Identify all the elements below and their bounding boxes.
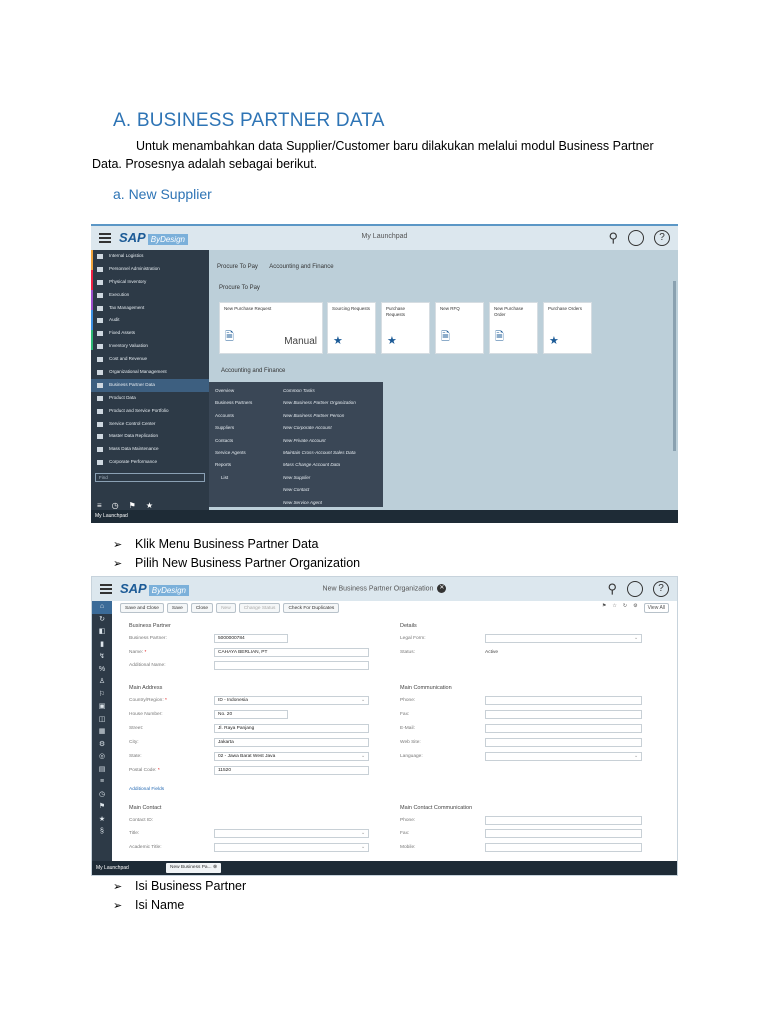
flag-icon[interactable]: ⚑ (98, 803, 106, 810)
group-title: Accounting and Finance (221, 368, 286, 374)
search-icon[interactable]: ⚲ (607, 581, 617, 596)
sap-logo: SAP ByDesign (120, 581, 189, 596)
save-button[interactable]: Save (167, 603, 188, 613)
settings-icon[interactable]: ⚙ (633, 603, 638, 609)
user-icon[interactable] (627, 581, 643, 597)
nav-icon[interactable]: ♙ (98, 678, 106, 685)
view-all-button[interactable]: View All (644, 603, 669, 613)
doc-icon: 🗎 (225, 331, 234, 343)
sidebar (91, 250, 209, 512)
bullet-item: ➢ Pilih New Business Partner Organization (113, 554, 360, 573)
flyout-task[interactable]: New Corporate Account (283, 425, 332, 431)
section-title: Main Contact (129, 805, 162, 811)
menu-icon[interactable]: ≡ (99, 778, 105, 785)
field-label: Business Partner: (129, 636, 167, 641)
nav-icon[interactable]: ◧ (98, 628, 106, 635)
home-icon[interactable]: ⌂ (92, 601, 112, 614)
star-icon: ★ (333, 335, 343, 347)
check-duplicates-button[interactable]: Check For Duplicates (283, 603, 339, 613)
tile-title: Sourcing Requests (332, 306, 371, 311)
change-status-button[interactable]: Change Status (239, 603, 281, 613)
academic-title-select[interactable] (214, 843, 369, 852)
field-label: Legal Form: (400, 636, 426, 641)
field-label: Country/Region: * (129, 698, 167, 703)
nav-icon[interactable]: ▣ (98, 703, 106, 710)
launchpad-content (215, 250, 678, 512)
additional-name-field[interactable] (214, 661, 369, 670)
sidebar-item[interactable]: Mass Data Maintenance (91, 443, 209, 456)
tile[interactable] (543, 302, 592, 354)
new-button[interactable]: New (216, 603, 236, 613)
flyout-item[interactable]: Business Partners (215, 400, 253, 406)
close-button[interactable]: Close (191, 603, 213, 613)
field-label: Fax: (400, 831, 410, 836)
flyout-item[interactable]: Accounts (215, 412, 234, 418)
tile-title: New Purchase Request (224, 306, 272, 311)
doc-icon: 🗎 (495, 331, 504, 343)
tab-procure-to-pay[interactable]: Procure To Pay (217, 264, 258, 270)
sidebar-item[interactable]: Service Control Center (91, 418, 209, 431)
contact-fax-field[interactable] (485, 829, 642, 838)
refresh-icon[interactable]: ↻ (622, 603, 628, 609)
street-field[interactable]: Jl. Raya Panjang (214, 724, 369, 733)
sidebar-footer-icons[interactable]: ≡◷⚑★ (97, 501, 163, 510)
tile-title: Purchase Orders (548, 306, 583, 311)
chevron-down-icon: ⌄ (360, 845, 365, 850)
sidebar-item[interactable]: Tax Management (91, 302, 209, 315)
flyout-task-new-bp-organization[interactable]: New Business Partner Organization (283, 400, 356, 406)
nav-icon[interactable]: ↻ (99, 615, 105, 623)
bullet-item: ➢ Isi Name (113, 896, 246, 915)
tile-title: New RFQ (440, 306, 460, 311)
nav-icon[interactable]: ⚙ (98, 740, 106, 748)
close-icon[interactable]: ⊗ (212, 865, 217, 870)
tile-title: Purchase Requests (386, 306, 406, 317)
postal-code-field[interactable]: 11520 (214, 766, 369, 775)
nav-icon[interactable]: ▤ (98, 765, 106, 773)
fax-field[interactable] (485, 710, 642, 719)
star-icon: ★ (387, 335, 397, 347)
open-tab[interactable]: New Business Pa... ⊗ (166, 863, 221, 873)
intro-paragraph (92, 137, 682, 173)
scrollbar[interactable] (673, 281, 676, 451)
nav-icon[interactable]: ▮ (100, 640, 104, 648)
country-select[interactable]: ID - Indonesia ⌄ (214, 696, 369, 705)
group-title: Procure To Pay (219, 285, 260, 291)
flyout-task: Common Tasks (283, 388, 315, 393)
nav-icon[interactable]: ▦ (98, 728, 106, 735)
tile[interactable] (435, 302, 484, 354)
launchpad-link[interactable]: My Launchpad (96, 865, 129, 871)
nav-icon[interactable]: § (100, 828, 104, 835)
flyout-item[interactable]: Suppliers (215, 425, 235, 431)
section-title: Main Communication (400, 685, 452, 691)
save-and-close-button[interactable]: Save and Close (120, 603, 164, 613)
phone-field[interactable] (485, 696, 642, 705)
state-select[interactable]: 02 - Jawa Barat West Java ⌄ (214, 752, 369, 761)
additional-fields-link[interactable]: Additional Fields (129, 787, 165, 792)
help-icon[interactable]: ? (653, 581, 669, 597)
title-select[interactable] (214, 829, 369, 838)
field-label: Fax: (400, 712, 410, 717)
flag-icon[interactable]: ⚑ (601, 603, 607, 609)
legal-form-select[interactable] (485, 634, 642, 643)
clock-icon[interactable]: ◷ (98, 790, 106, 798)
flyout-item[interactable]: Reports (215, 462, 232, 468)
field-label: Academic Title: (129, 845, 162, 850)
chevron-down-icon: ⌄ (633, 636, 638, 641)
sidebar-item[interactable]: Corporate Performance (91, 456, 209, 469)
flyout-task[interactable]: New Private Account (283, 437, 326, 443)
flyout-task[interactable]: New Contact (283, 487, 310, 493)
field-label: Postal Code: * (129, 768, 160, 773)
sidebar-item[interactable]: Personnel Administration (91, 263, 209, 276)
language-select[interactable] (485, 752, 642, 761)
sidebar-item[interactable]: Product and Service Portfolio (91, 405, 209, 418)
status-value: Active (485, 650, 499, 655)
field-label: Title: (129, 831, 140, 836)
flyout-task[interactable]: Mass Change Account Data (283, 462, 341, 468)
nav-icon[interactable]: ⚐ (98, 690, 106, 698)
nav-icon[interactable]: ◎ (98, 753, 106, 760)
field-label: Phone: (400, 818, 416, 823)
subsection-heading: a. New Supplier (113, 186, 212, 202)
tile-title: New Purchase Order (494, 306, 524, 317)
business-partner-field[interactable]: 5000000784 (214, 634, 288, 643)
sap-logo: SAP ByDesign (119, 230, 188, 245)
star-icon: ★ (549, 335, 559, 347)
sidebar-item[interactable]: Organizational Management (91, 366, 209, 379)
section-title: Business Partner (129, 623, 171, 629)
field-label: Phone: (400, 698, 416, 703)
email-field[interactable] (485, 724, 642, 733)
field-label: Language: (400, 754, 423, 759)
field-label: Status: (400, 650, 415, 655)
star-icon[interactable]: ☆ (612, 603, 617, 609)
tile[interactable] (219, 302, 323, 354)
city-field[interactable]: Jakarta (214, 738, 369, 747)
section-heading: A. BUSINESS PARTNER DATA (113, 110, 385, 131)
chevron-down-icon: ⌄ (360, 698, 365, 703)
bullet-item: ➢ Isi Business Partner (113, 877, 246, 896)
field-label: Mobile: (400, 845, 416, 850)
flyout-task[interactable]: New Supplier (283, 474, 311, 480)
shell-bar (92, 577, 677, 601)
flyout-task[interactable]: New Business Partner Person (283, 412, 345, 418)
flyout-item[interactable]: Overview (215, 388, 235, 393)
field-label: Web Site: (400, 740, 421, 745)
sidebar-item[interactable]: Physical Inventory (91, 276, 209, 289)
flyout-item[interactable]: Service Agents (215, 449, 246, 455)
bottom-bar (92, 861, 677, 875)
sidebar-item[interactable]: Internal Logistics (91, 250, 209, 263)
shell-bar (91, 226, 678, 250)
flyout-item[interactable]: Contacts (215, 437, 234, 443)
sidebar-item[interactable]: Inventory Valuation (91, 340, 209, 353)
bullet-list (113, 877, 246, 915)
sidebar-item[interactable]: Fixed Assets (91, 327, 209, 340)
contact-mobile-field[interactable] (485, 843, 642, 852)
name-field[interactable]: CAHAYA BERLIAN, PT (214, 648, 369, 657)
sidebar-item[interactable]: Execution (91, 289, 209, 302)
sidebar-item[interactable]: Cost and Revenue (91, 353, 209, 366)
tile[interactable] (489, 302, 538, 354)
intro-line-1: Untuk menambahkan data Supplier/Customer baru dilakukan melalui modul Business Partner (136, 139, 654, 153)
nav-icon[interactable]: ◫ (98, 715, 106, 723)
chevron-down-icon: ⌄ (633, 754, 638, 759)
field-label: City: (129, 740, 139, 745)
nav-icon[interactable]: ↯ (99, 653, 105, 660)
contact-phone-field[interactable] (485, 816, 642, 825)
field-label: Additional Name: (129, 663, 166, 668)
doc-icon: 🗎 (441, 331, 450, 343)
find-input[interactable]: Find (95, 473, 205, 482)
bullet-item: ➢ Klik Menu Business Partner Data (113, 535, 360, 554)
sidebar-item[interactable]: Audit (91, 314, 209, 327)
sidebar-item-business-partner-data[interactable]: Business Partner Data (91, 379, 209, 392)
section-title: Main Contact Communication (400, 805, 473, 811)
tile-manual-label: Manual (284, 336, 317, 347)
close-icon[interactable]: ✕ (439, 585, 445, 591)
help-icon[interactable]: ? (654, 230, 670, 246)
search-icon[interactable]: ⚲ (608, 230, 618, 245)
field-label: House Number: (129, 712, 163, 717)
house-number-field[interactable]: No. 20 (214, 710, 288, 719)
field-label: Name: * (129, 650, 147, 655)
nav-icon[interactable]: % (98, 665, 106, 673)
tile[interactable] (327, 302, 376, 354)
sidebar-item[interactable]: Product Data (91, 392, 209, 405)
chevron-down-icon: ⌄ (360, 754, 365, 759)
bullet-list (113, 535, 360, 573)
field-label: E-Mail: (400, 726, 415, 731)
field-label: Contact ID: (129, 818, 153, 823)
shell-title: New Business Partner Organization ✕ (322, 585, 445, 593)
shell-title: My Launchpad (361, 233, 408, 240)
star-icon[interactable]: ★ (98, 815, 106, 823)
flyout-task[interactable]: New Service Agent (283, 499, 322, 505)
bp-form-screenshot (91, 576, 678, 876)
tab-accounting-finance[interactable]: Accounting and Finance (269, 264, 334, 270)
chevron-down-icon: ⌄ (360, 831, 365, 836)
section-title: Details (400, 623, 417, 629)
icon-sidebar (92, 601, 112, 862)
section-title: Main Address (129, 685, 163, 691)
tile[interactable] (381, 302, 430, 354)
form-toolbar (120, 603, 339, 613)
field-label: State: (129, 754, 142, 759)
field-label: Street: (129, 726, 144, 731)
website-field[interactable] (485, 738, 642, 747)
flyout-task[interactable]: Maintain Cross-Account Sales Data (283, 449, 356, 455)
flyout-item[interactable]: List (221, 474, 229, 480)
color-strip (91, 250, 93, 350)
intro-line-2: Data. Prosesnya adalah sebagai berikut. (92, 157, 318, 171)
launchpad-screenshot (91, 224, 678, 523)
sidebar-item[interactable]: Master Data Replication (91, 430, 209, 443)
bottom-bar[interactable]: My Launchpad (91, 510, 678, 523)
user-icon[interactable] (628, 230, 644, 246)
